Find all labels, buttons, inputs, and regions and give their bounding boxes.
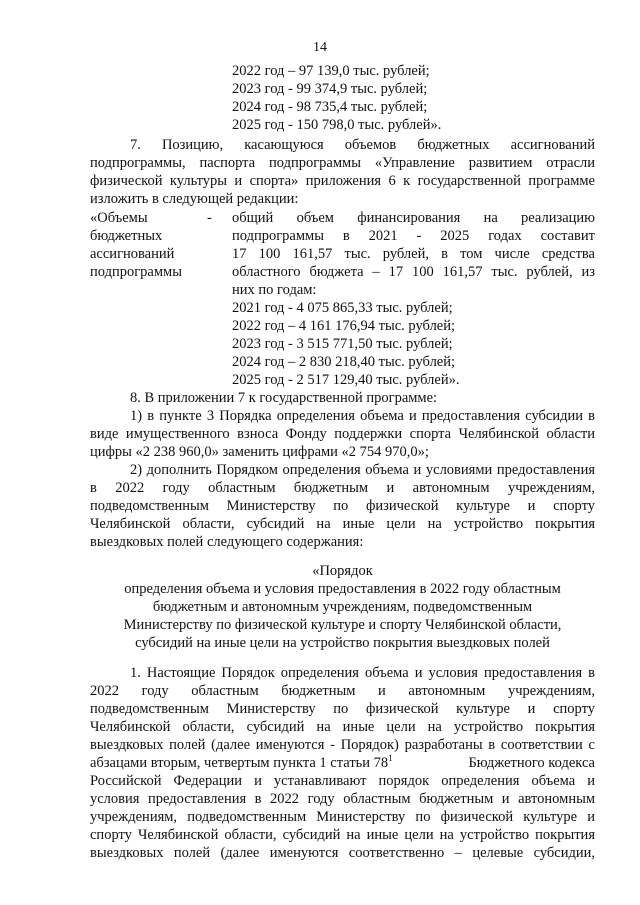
clause1-text: абзацами вторым, четвертым пункта 1 статьи $78^1$ — [90, 753, 393, 771]
order-title-line: определения объема и условия предоставления в 2022 году областным — [124, 581, 561, 597]
year-line: 2025 год - 150 798,0 тыс. рублей». — [232, 117, 442, 133]
item8-p2-line: в 2022 году областным бюджетным и автономным учреждениям, — [90, 480, 595, 496]
clause1-line — [90, 754, 595, 772]
year-line: 2024 год - 98 735,4 тыс. рублей; — [232, 99, 428, 115]
table-right-line: общий объем финансирования на реализацию — [232, 210, 595, 226]
page-number: 14 — [313, 40, 327, 55]
superscript: 1 — [388, 753, 393, 764]
table-left-line: ассигнований — [90, 246, 175, 262]
year-line: 2023 год - 99 374,9 тыс. рублей; — [232, 81, 428, 97]
table-right-line: подпрограммы в 2021 - 2025 годах составит — [232, 228, 595, 244]
item8-p2-line: Челябинской области, субсидий на иные цели на устройство покрытия — [90, 516, 595, 532]
clause1-line: спорту Челябинской области, субсидий на иные цели на устройство покрытия — [90, 827, 595, 843]
item8-heading: 8. В приложении 7 к государственной программе: — [130, 390, 438, 406]
clause1-line: учреждениям, подведомственным Министерству по физической культуре и — [90, 809, 595, 825]
table-right-line: областного бюджета – 17 100 161,57 тыс. рублей, из — [232, 264, 595, 280]
table-dash: - — [207, 210, 212, 226]
clause1-line: Челябинской области, субсидий на иные цели на устройство покрытия — [90, 719, 595, 735]
item7-line: 7. Позицию, касающуюся объемов бюджетных ассигнований — [130, 137, 595, 153]
item8-p2-line: 2) дополнить Порядком определения объема и условиями предоставления — [130, 462, 595, 478]
table-right-line: них по годам: — [232, 282, 317, 298]
order-title-line: бюджетным и автономным учреждениям, подведомственным — [152, 599, 533, 615]
item7-line: подпрограммы, паспорта подпрограммы «Управление развитием отрасли — [90, 155, 595, 171]
item8-p1-line: виде имущественного взноса Фонду поддержки спорта Челябинской области — [90, 426, 595, 442]
table-right-line: 17 100 161,57 тыс. рублей, в том числе средства — [232, 246, 595, 262]
item8-p2-line: выездковых полей следующего содержания: — [90, 534, 364, 550]
table-left-line: бюджетных — [90, 228, 163, 244]
clause1-line: Российской Федерации и устанавливают порядок определения объема и — [90, 773, 595, 789]
item8-p1-line: цифры «2 238 960,0» заменить цифрами «2 754 970,0»; — [90, 444, 429, 460]
order-title-line: «Порядок — [312, 563, 373, 579]
table-year-line: 2025 год - 2 517 129,40 тыс. рублей». — [232, 372, 460, 388]
clause1-line: 1. Настоящие Порядок определения объема и условия предоставления в — [130, 665, 595, 681]
order-title-line: Министерству по физической культуре и спорту Челябинской области, — [123, 617, 562, 633]
clause1-line: выездковых полей (далее именуются соответственно – целевые субсидии, — [90, 845, 595, 861]
item8-p2-line: подведомственным Министерству по физической культуре и спорту — [90, 498, 595, 514]
order-title-line: субсидий на иные цели на устройство покрытия выездковых полей — [135, 635, 550, 651]
table-year-line: 2021 год - 4 075 865,33 тыс. рублей; — [232, 300, 453, 316]
clause1-text: Бюджетного кодекса — [468, 755, 595, 771]
clause1-line: условия предоставления в 2022 году областным бюджетным и автономным — [90, 791, 595, 807]
table-left-line: подпрограммы — [90, 264, 182, 280]
year-line: 2022 год – 97 139,0 тыс. рублей; — [232, 63, 430, 79]
table-year-line: 2022 год – 4 161 176,94 тыс. рублей; — [232, 318, 456, 334]
table-left-line: «Объемы — [90, 210, 148, 226]
item7-line: физической культуры и спорта» приложения 6 к государственной программе — [90, 173, 595, 189]
clause1-line: подведомственным Министерству по физической культуре и спорту — [90, 701, 595, 717]
clause1-line: выездковых полей (далее именуются - Порядок) разработаны в соответствии с — [90, 737, 595, 753]
item7-line: изложить в следующей редакции: — [90, 191, 299, 207]
clause1-line: 2022 году областным бюджетным и автономным учреждениям, — [90, 683, 595, 699]
table-year-line: 2023 год - 3 515 771,50 тыс. рублей; — [232, 336, 453, 352]
item8-p1-line: 1) в пункте 3 Порядка определения объема и предоставления субсидии в — [130, 408, 595, 424]
table-year-line: 2024 год – 2 830 218,40 тыс. рублей; — [232, 354, 456, 370]
